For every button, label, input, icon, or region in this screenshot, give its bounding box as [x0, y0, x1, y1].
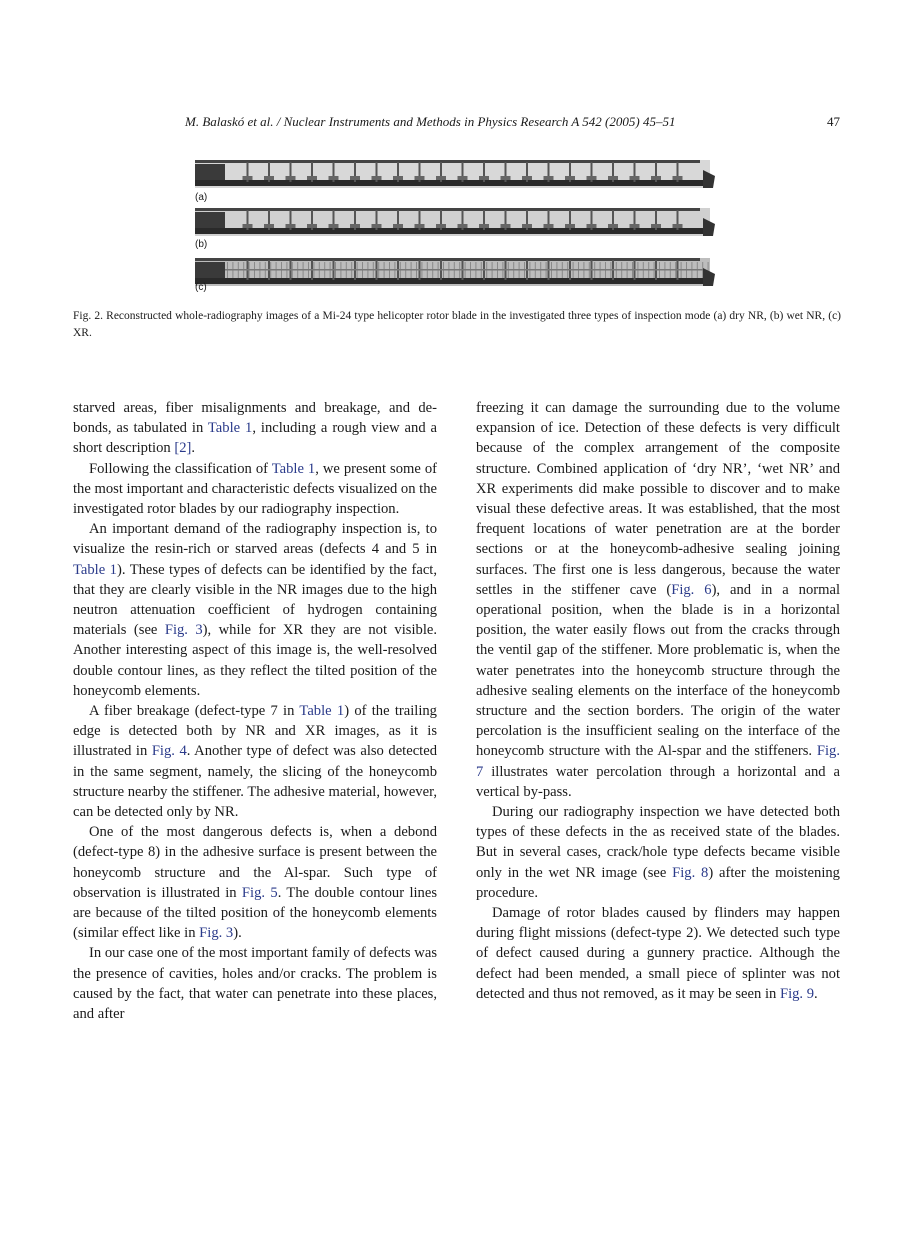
- paragraph-text: illustrates water percolation through a horizontal and a vertical by-pass.: [476, 763, 840, 800]
- paragraph-text: ) after the moistening procedure.: [476, 864, 840, 901]
- paragraph: [73, 459, 437, 520]
- cross-reference-link[interactable]: Fig. 3: [199, 925, 234, 942]
- paragraph-text: Following the classification of: [89, 460, 272, 477]
- paragraph: [476, 903, 840, 1004]
- paragraph-text: During our radiography inspection we have detected both types of these defects in the as received state of the blades. But in several cases, crack/hole type defects became visible only in the wet NR image (see: [476, 804, 840, 881]
- paragraph-text: freezing it can damage the surrounding due to the volume expansion of ice. Detection of these defects is very difficult because of the complex arrangement of the composite structure. Combined application of ‘dry NR’, ‘wet NR’ and XR experiments did make possible to discover and to make visual these defective areas. It was established, that the most frequent locations of water penetration are at the border sections or at the honeycomb-adhesive sealing joining surfaces. The first one is less dangerous, because the water settles in the stiffener cave (: [476, 400, 840, 598]
- paragraph: [73, 398, 437, 459]
- paragraph-text: Damage of rotor blades caused by flinders may happen during flight missions (defect-type 2). We detected such type of defect caused during a gunnery practice. Although the defect had been mended, a small piece of splinter was not detected and thus not removed, as it may be seen in: [476, 905, 840, 1002]
- blade-image: [195, 208, 715, 236]
- paragraph-text: An important demand of the radiography inspection is, to visualize the resin-rich or starved areas (defects 4 and 5 in: [73, 521, 437, 558]
- left-column: [73, 398, 437, 1024]
- cross-reference-link[interactable]: Fig. 9: [779, 985, 815, 1002]
- blade-image: [195, 160, 715, 188]
- cross-reference-link[interactable]: Table 1: [271, 460, 316, 477]
- paragraph: [73, 701, 437, 822]
- paragraph-text: ).: [233, 925, 242, 942]
- page-number: 47: [827, 114, 840, 129]
- cross-reference-link[interactable]: Fig. 7: [476, 743, 840, 780]
- paragraph: [73, 519, 437, 701]
- cross-reference-link[interactable]: Fig. 5: [241, 884, 278, 901]
- blade-image: [195, 258, 715, 286]
- cross-reference-link[interactable]: [2]: [174, 440, 192, 457]
- paragraph-text: ), while for XR they are not visible. Another interesting aspect of this image is, the well-resolved double contour lines, as they reflect the tilted position of the honeycomb elements.: [73, 622, 437, 699]
- paragraph-text: One of the most dangerous defects is, when a debond (defect-type 8) in the adhesive surface is present between the honeycomb structure and the Al-spar. Such type of observation is illustrated in: [73, 824, 437, 901]
- cross-reference-link[interactable]: Fig. 3: [164, 622, 203, 639]
- paragraph: [73, 943, 437, 1024]
- paragraph-text: .: [814, 985, 818, 1002]
- paragraph: [476, 802, 840, 903]
- cross-reference-link[interactable]: Table 1: [207, 420, 253, 437]
- paragraph: [73, 822, 437, 943]
- cross-reference-link[interactable]: Fig. 8: [672, 864, 709, 881]
- rotor-blade-radiographs: [195, 152, 720, 297]
- cross-reference-link[interactable]: Table 1: [299, 703, 345, 720]
- paragraph-text: In our case one of the most important family of defects was the presence of cavities, holes and/or cracks. The problem is caused by the fact, that water can penetrate into these places, and after: [73, 945, 437, 1023]
- paragraph-text: starved areas, fiber misalignments and breakage, and de-bonds, as tabulated in: [73, 400, 437, 437]
- page-header: [0, 114, 920, 134]
- paragraph-text: ) of the trailing edge is detected both by NR and XR images, as it is illustrated in: [73, 703, 437, 760]
- paragraph-text: .: [191, 440, 196, 457]
- cross-reference-link[interactable]: Fig. 6: [671, 581, 712, 598]
- paragraph-text: . The double contour lines are because of the tilted position of the honeycomb elements (similar effect like in: [73, 884, 438, 942]
- cross-reference-link[interactable]: Table 1: [73, 561, 117, 578]
- figure-2: [195, 152, 720, 297]
- paragraph-text: ), and in a normal operational position, when the blade is in a horizontal position, the water easily flows out from the cracks through the ventil gap of the stiffener. More problematic is, when the water penetrates into the honeycomb structure through the adhesive sealing elements on the interface of the honeycomb structure and the section borders. The origin of the water percolation is the insufficient sealing on the interface of the honeycomb structure with the Al-spar and the stiffeners.: [476, 581, 840, 760]
- running-head: M. Balaskó et al. / Nuclear Instruments and Methods in Physics Research A 542 (2005) 45–51: [185, 114, 676, 129]
- cross-reference-link[interactable]: Fig. 4: [151, 743, 187, 760]
- panel-label-c: (c): [195, 282, 207, 293]
- paragraph-text: , we present some of the most important and characteristic defects visualized on the investigated rotor blades by our radiography inspection.: [73, 460, 437, 518]
- paragraph-text: A fiber breakage (defect-type 7 in: [89, 703, 300, 720]
- panel-label-b: (b): [195, 239, 208, 250]
- paragraph: [476, 398, 840, 802]
- paragraph-text: ). These types of defects can be identified by the fact, that they are clearly visible in the NR images due to the high neutron attenuation coefficient of hydrogen containing materials (see: [73, 561, 438, 639]
- paragraph-text: , including a rough view and a short description: [73, 420, 438, 457]
- panel-label-a: (a): [195, 192, 208, 203]
- paragraph-text: . Another type of defect was also detected in the same segment, namely, the slicing of the honeycomb structure nearby the stiffener. The adhesive material, however, can be detected only by NR.: [73, 743, 438, 821]
- right-column: [476, 398, 840, 1004]
- figure-caption: Fig. 2. Reconstructed whole-radiography images of a Mi-24 type helicopter rotor blade in the investigated three types of inspection mode (a) dry NR, (b) wet NR, (c) XR.: [73, 310, 841, 339]
